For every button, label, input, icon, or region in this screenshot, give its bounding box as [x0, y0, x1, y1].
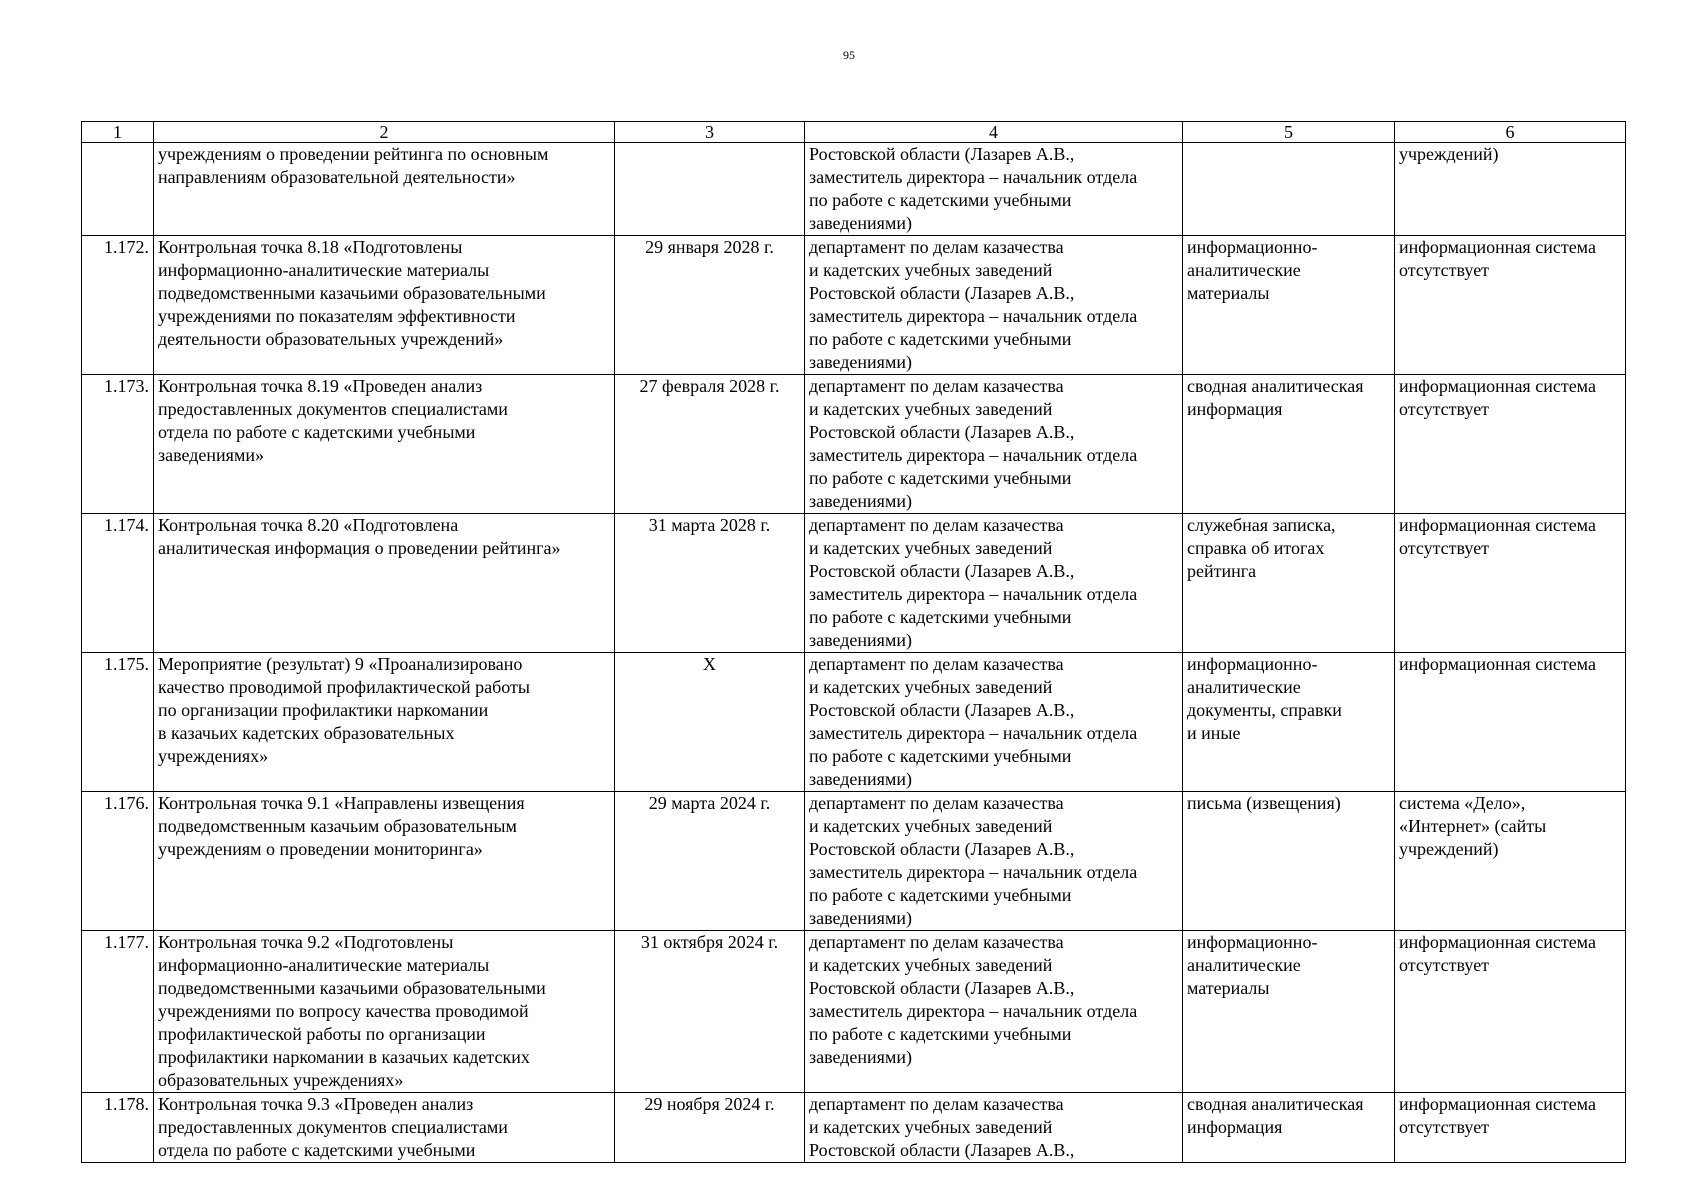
table-row	[82, 236, 1626, 375]
table-row	[82, 1093, 1626, 1163]
info-system-cell: информационная система отсутствует	[1395, 375, 1626, 514]
plan-table	[81, 121, 1626, 1163]
table-row	[82, 792, 1626, 931]
table-row	[82, 514, 1626, 653]
column-number: 4	[805, 122, 1183, 143]
event-cell: Контрольная точка 8.18 «Подготовлены информационно-аналитические материалы подведомственными казачьими образовательными учреждениями по показателям эффективности деятельности образовательных учреждений»	[154, 236, 615, 375]
info-system-cell: информационная система отсутствует	[1395, 1093, 1626, 1163]
date-cell: 29 марта 2024 г.	[615, 792, 805, 931]
info-system-cell: информационная система	[1395, 653, 1626, 792]
row-number-cell: 1.173.	[82, 375, 154, 514]
responsible-cell: Ростовской области (Лазарев А.В., заместитель директора – начальник отдела по работе с кадетскими учебными заведениями)	[805, 143, 1183, 236]
event-cell: учреждениям о проведении рейтинга по основным направлениям образовательной деятельности»	[154, 143, 615, 236]
result-cell: сводная аналитическая информация	[1183, 1093, 1395, 1163]
table-row	[82, 653, 1626, 792]
column-number: 2	[154, 122, 615, 143]
event-cell: Контрольная точка 9.1 «Направлены извещения подведомственным казачьим образовательным учреждениям о проведении мониторинга»	[154, 792, 615, 931]
date-cell	[615, 143, 805, 236]
event-cell: Контрольная точка 8.19 «Проведен анализ предоставленных документов специалистами отдела по работе с кадетскими учебными заведениями»	[154, 375, 615, 514]
responsible-cell: департамент по делам казачества и кадетских учебных заведений Ростовской области (Лазарев А.В., заместитель директора – начальник отдела по работе с кадетскими учебными заведениями)	[805, 653, 1183, 792]
row-number-cell: 1.174.	[82, 514, 154, 653]
event-cell: Контрольная точка 9.2 «Подготовлены информационно-аналитические материалы подведомственными казачьими образовательными учреждениями по вопросу качества проводимой профилактической работы по организации профилактики наркомании в казачьих кадетских образовательных учреждениях»	[154, 931, 615, 1093]
result-cell	[1183, 143, 1395, 236]
date-cell: 29 ноября 2024 г.	[615, 1093, 805, 1163]
date-cell: 31 октября 2024 г.	[615, 931, 805, 1093]
event-cell: Контрольная точка 8.20 «Подготовлена аналитическая информация о проведении рейтинга»	[154, 514, 615, 653]
event-cell: Контрольная точка 9.3 «Проведен анализ предоставленных документов специалистами отдела по работе с кадетскими учебными	[154, 1093, 615, 1163]
result-cell: информационно- аналитические материалы	[1183, 236, 1395, 375]
result-cell: информационно- аналитические материалы	[1183, 931, 1395, 1093]
responsible-cell: департамент по делам казачества и кадетских учебных заведений Ростовской области (Лазарев А.В., заместитель директора – начальник отдела по работе с кадетскими учебными заведениями)	[805, 931, 1183, 1093]
row-number-cell: 1.177.	[82, 931, 154, 1093]
result-cell: служебная записка, справка об итогах рейтинга	[1183, 514, 1395, 653]
info-system-cell: система «Дело», «Интернет» (сайты учреждений)	[1395, 792, 1626, 931]
column-number: 5	[1183, 122, 1395, 143]
column-number: 1	[82, 122, 154, 143]
date-cell: 29 января 2028 г.	[615, 236, 805, 375]
row-number-cell	[82, 143, 154, 236]
result-cell: письма (извещения)	[1183, 792, 1395, 931]
row-number-cell: 1.176.	[82, 792, 154, 931]
event-cell: Мероприятие (результат) 9 «Проанализировано качество проводимой профилактической работы по организации профилактики наркомании в казачьих кадетских образовательных учреждениях»	[154, 653, 615, 792]
row-number-cell: 1.178.	[82, 1093, 154, 1163]
page-number: 95	[843, 48, 855, 62]
info-system-cell: информационная система отсутствует	[1395, 514, 1626, 653]
table-row	[82, 375, 1626, 514]
row-number-cell: 1.175.	[82, 653, 154, 792]
info-system-cell: учреждений)	[1395, 143, 1626, 236]
date-cell: 31 марта 2028 г.	[615, 514, 805, 653]
result-cell: информационно- аналитические документы, справки и иные	[1183, 653, 1395, 792]
column-number: 6	[1395, 122, 1626, 143]
responsible-cell: департамент по делам казачества и кадетских учебных заведений Ростовской области (Лазарев А.В.,	[805, 1093, 1183, 1163]
info-system-cell: информационная система отсутствует	[1395, 931, 1626, 1093]
table-row	[82, 931, 1626, 1093]
date-cell: 27 февраля 2028 г.	[615, 375, 805, 514]
responsible-cell: департамент по делам казачества и кадетских учебных заведений Ростовской области (Лазарев А.В., заместитель директора – начальник отдела по работе с кадетскими учебными заведениями)	[805, 514, 1183, 653]
responsible-cell: департамент по делам казачества и кадетских учебных заведений Ростовской области (Лазарев А.В., заместитель директора – начальник отдела по работе с кадетскими учебными заведениями)	[805, 792, 1183, 931]
responsible-cell: департамент по делам казачества и кадетских учебных заведений Ростовской области (Лазарев А.В., заместитель директора – начальник отдела по работе с кадетскими учебными заведениями)	[805, 375, 1183, 514]
row-number-cell: 1.172.	[82, 236, 154, 375]
info-system-cell: информационная система отсутствует	[1395, 236, 1626, 375]
date-cell: Х	[615, 653, 805, 792]
column-number-row	[82, 122, 1626, 143]
responsible-cell: департамент по делам казачества и кадетских учебных заведений Ростовской области (Лазарев А.В., заместитель директора – начальник отдела по работе с кадетскими учебными заведениями)	[805, 236, 1183, 375]
column-number: 3	[615, 122, 805, 143]
table-row	[82, 143, 1626, 236]
result-cell: сводная аналитическая информация	[1183, 375, 1395, 514]
